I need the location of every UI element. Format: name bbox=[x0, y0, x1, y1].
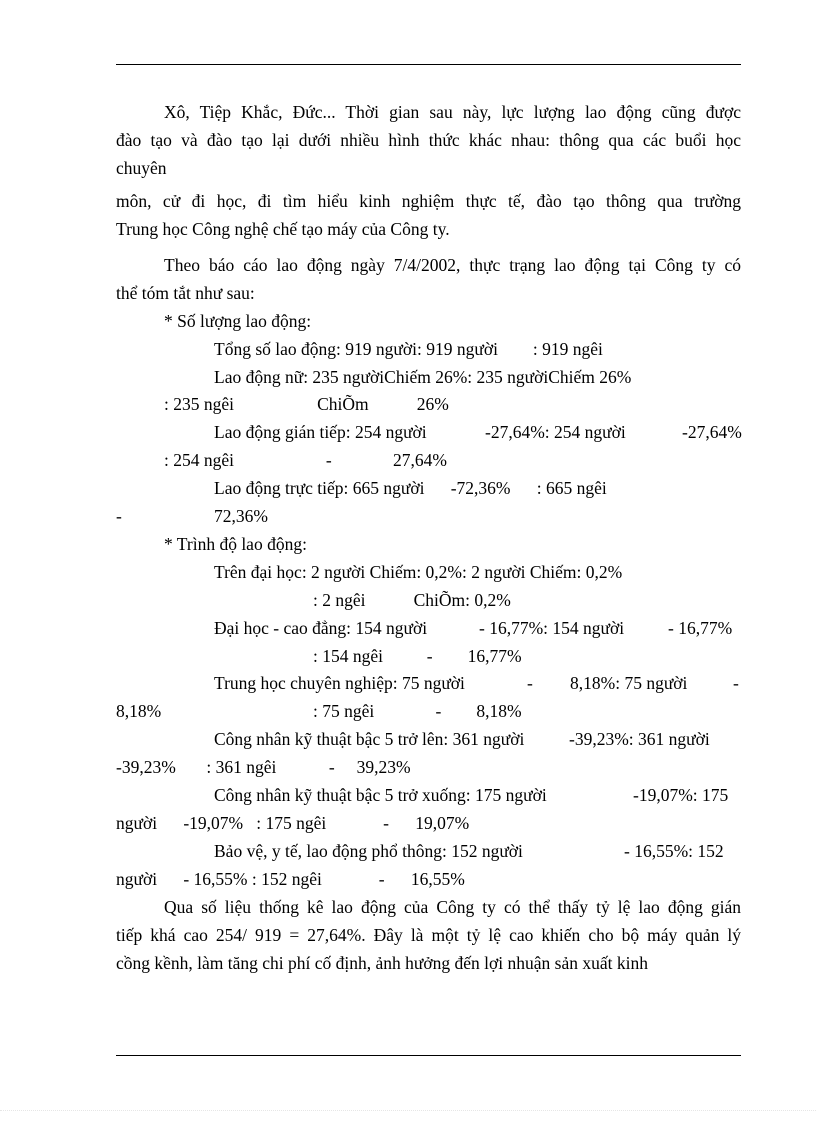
paragraph-line: Trung học Công nghệ chế tạo máy của Công ty. bbox=[116, 219, 450, 239]
stat-line: - bbox=[527, 673, 533, 693]
header-rule bbox=[116, 64, 741, 65]
paragraph-line: thể tóm tắt như sau: bbox=[116, 283, 255, 303]
section-heading: * Số lượng lao động: bbox=[164, 311, 312, 331]
stat-line: : 75 ngêi - 8,18% bbox=[313, 701, 522, 721]
stat-line: 8,18%: 75 người bbox=[570, 673, 688, 693]
paragraph-line: cồng kềnh, làm tăng chi phí cố định, ảnh hưởng đến lợi nhuận sản xuất kinh bbox=[116, 953, 648, 973]
stat-line: : 2 ngêi ChiÕm: 0,2% bbox=[313, 590, 511, 610]
stat-line: -39,23%: 361 người bbox=[569, 729, 710, 749]
stat-line: Lao động nữ: 235 ngườiChiếm 26%: 235 ngườiChiếm 26% bbox=[214, 367, 632, 387]
section-heading: * Trình độ lao động: bbox=[164, 534, 307, 554]
stat-line: Trên đại học: 2 người Chiếm: 0,2%: 2 người Chiếm: 0,2% bbox=[214, 562, 623, 582]
paragraph-line: Xô, Tiệp Khắc, Đức... Thời gian sau này, lực lượng lao động cũng được bbox=[164, 102, 741, 122]
stat-line: - bbox=[733, 673, 739, 693]
paragraph-line: Theo báo cáo lao động ngày 7/4/2002, thực trạng lao động tại Công ty có bbox=[164, 255, 741, 275]
stat-line: -39,23% : 361 ngêi - 39,23% bbox=[116, 757, 411, 777]
stat-line: Công nhân kỹ thuật bậc 5 trở lên: 361 người bbox=[214, 729, 525, 749]
stat-line: Lao động gián tiếp: 254 người bbox=[214, 422, 427, 442]
stat-line: - 16,55%: 152 bbox=[624, 841, 724, 861]
stat-line: người -19,07% : 175 ngêi - 19,07% bbox=[116, 813, 470, 833]
paragraph-line: chuyên bbox=[116, 158, 167, 178]
stat-line: : 235 ngêi ChiÕm 26% bbox=[164, 394, 449, 414]
stat-line: người - 16,55% : 152 ngêi - 16,55% bbox=[116, 869, 465, 889]
stat-line: Đại học - cao đẳng: 154 người bbox=[214, 618, 428, 638]
paragraph-line: môn, cử đi học, đi tìm hiểu kinh nghiệm thực tế, đào tạo thông qua trường bbox=[116, 191, 741, 211]
stat-line: Bảo vệ, y tế, lao động phổ thông: 152 người bbox=[214, 841, 523, 861]
stat-line: -27,64%: 254 người bbox=[485, 422, 626, 442]
page-edge-divider bbox=[0, 1110, 816, 1111]
stat-line: : 254 ngêi - 27,64% bbox=[164, 450, 447, 470]
footer-rule bbox=[116, 1055, 741, 1056]
stat-line: - 16,77%: 154 người bbox=[479, 618, 625, 638]
stat-line: -19,07%: 175 bbox=[633, 785, 729, 805]
stat-line: -27,64% bbox=[682, 422, 742, 442]
stat-line: : 154 ngêi - 16,77% bbox=[313, 646, 522, 666]
stat-line: Tổng số lao động: 919 người: 919 người : 919 ngêi bbox=[214, 339, 603, 359]
stat-line: 8,18% bbox=[116, 701, 162, 721]
stat-line: Lao động trực tiếp: 665 người -72,36% : 665 ngêi bbox=[214, 478, 607, 498]
paragraph-line: đào tạo và đào tạo lại dưới nhiều hình thức khác nhau: thông qua các buổi học bbox=[116, 130, 741, 150]
paragraph-line: tiếp khá cao 254/ 919 = 27,64%. Đây là một tỷ lệ cao khiến cho bộ máy quản lý bbox=[116, 925, 741, 945]
stat-line: - 16,77% bbox=[668, 618, 733, 638]
stat-line: Công nhân kỹ thuật bậc 5 trở xuống: 175 người bbox=[214, 785, 547, 805]
stat-line: 72,36% bbox=[214, 506, 268, 526]
stat-line: - bbox=[116, 506, 122, 526]
paragraph-line: Qua số liệu thống kê lao động của Công ty có thể thấy tỷ lệ lao động gián bbox=[164, 897, 741, 917]
stat-line: Trung học chuyên nghiệp: 75 người bbox=[214, 673, 465, 693]
